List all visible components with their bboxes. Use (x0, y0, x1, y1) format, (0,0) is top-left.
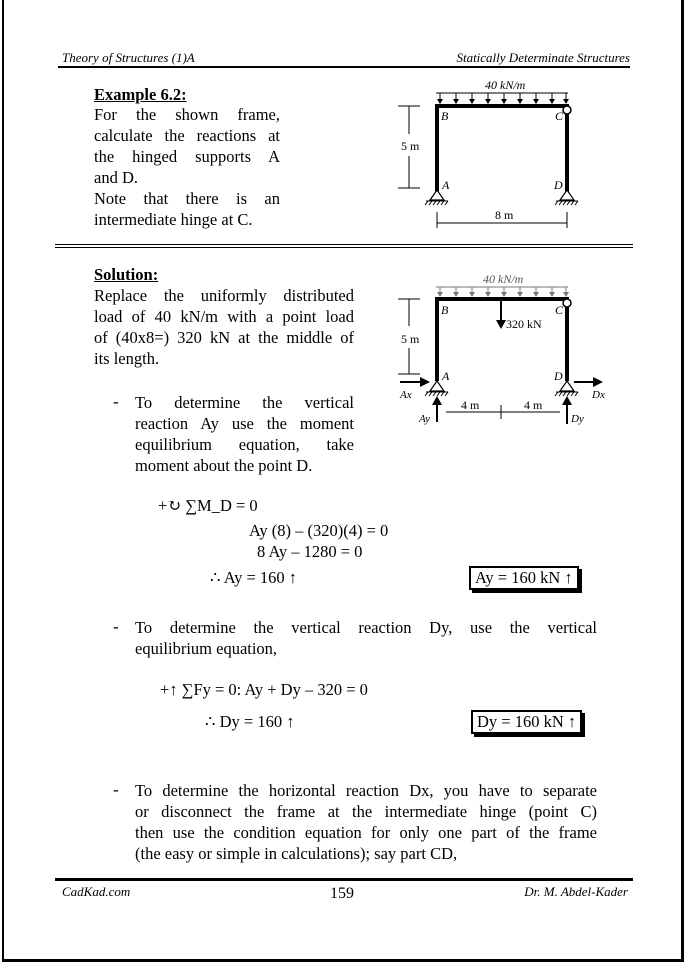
load-arrows (440, 93, 566, 100)
example-line: and D. (94, 168, 138, 187)
solution-line: Replace the uniformly distributed (94, 286, 354, 305)
step1-result-box: Ay = 160 kN ↑ (469, 566, 579, 590)
point-load-label: 320 kN (506, 317, 542, 331)
example-line: calculate the reactions at (94, 126, 280, 145)
step3-line: (the easy or simple in calculations); say part CD, (135, 844, 458, 863)
footer-rule (55, 878, 633, 881)
reaction-ay-arrowhead (432, 396, 442, 405)
reaction-dy-label: Dy (571, 413, 584, 425)
step3-line: then use the condition equation for only one part of the frame (135, 823, 597, 842)
step1-eq4: ∴ Ay = 160 ↑ (210, 568, 298, 587)
reaction-ax-label: Ax (400, 389, 412, 401)
solution-line: of (40x8=) 320 kN at the middle of (94, 328, 354, 347)
footer-right: Dr. M. Abdel-Kader (524, 884, 628, 899)
node-c-2: C (555, 303, 564, 317)
step1-line: To determine the vertical (135, 393, 354, 412)
load-label-2: 40 kN/m (483, 272, 524, 286)
load-arrowheads (437, 99, 569, 104)
column-left (435, 104, 439, 192)
header-right: Statically Determinate Structures (456, 50, 630, 65)
column-left-2 (435, 297, 439, 381)
step2-text (135, 617, 597, 659)
span-label: 8 m (495, 208, 514, 222)
step3-bullet: - (113, 780, 119, 799)
example-line: intermediate hinge at C. (94, 210, 253, 229)
step1-eq1: +↻ ∑M_D = 0 (158, 496, 258, 515)
point-load-arrowhead (496, 320, 506, 329)
hinge-c (563, 106, 571, 114)
step3-line: To determine the horizontal reaction Dx, you have to separate (135, 781, 597, 800)
step1-eq3: 8 Ay – 1280 = 0 (257, 542, 363, 561)
example-line: Note that there is an (94, 189, 280, 208)
step1-bullet: - (113, 392, 119, 411)
load-label: 40 kN/m (485, 78, 526, 92)
load-arrowheads-2 (437, 292, 569, 297)
beam-2 (436, 297, 568, 301)
separator-top (55, 244, 633, 245)
half-span-left-label: 4 m (461, 398, 480, 412)
node-a: A (442, 178, 450, 192)
node-c: C (555, 109, 564, 123)
node-a-2: A (442, 369, 450, 383)
step1-eq2: Ay (8) – (320)(4) = 0 (249, 521, 389, 540)
column-right (565, 104, 569, 192)
reaction-dx-arrowhead (593, 377, 603, 387)
ground-hatch (425, 201, 578, 205)
column-right-2 (565, 297, 569, 381)
solution-title: Solution: (94, 265, 159, 284)
height-label: 5 m (401, 139, 420, 153)
separator-bottom (55, 247, 633, 248)
page-number: 159 (330, 885, 354, 902)
step2-eq2: ∴ Dy = 160 ↑ (205, 712, 295, 731)
step3-line: or disconnect the frame at the intermediate hinge (point C) (135, 802, 597, 821)
height-label-2: 5 m (401, 332, 420, 346)
reaction-ax-arrowhead (420, 377, 430, 387)
half-span-right-label: 4 m (524, 398, 543, 412)
example-line: For the shown frame, (94, 105, 280, 124)
step1-text (135, 392, 354, 476)
example-text (94, 104, 280, 230)
frame-figure-2 (390, 262, 620, 437)
step1-line: equilibrium equation, take (135, 435, 354, 454)
hinge-c-2 (563, 299, 571, 307)
step3-text (135, 780, 597, 864)
header-left: Theory of Structures (1)A (62, 50, 195, 65)
step1-line: moment about the point D. (135, 456, 313, 475)
node-b: B (441, 109, 449, 123)
step2-eq1: +↑ ∑Fy = 0: Ay + Dy – 320 = 0 (160, 680, 368, 699)
ground-hatch-2 (425, 392, 578, 396)
header-rule (58, 66, 630, 68)
reaction-dy-arrowhead (562, 396, 572, 405)
frame-figure-1 (390, 72, 600, 232)
step2-line: To determine the vertical reaction Dy, use the vertical (135, 618, 597, 637)
step2-bullet: - (113, 617, 119, 636)
node-b-2: B (441, 303, 449, 317)
reaction-ay-label: Ay (419, 413, 430, 425)
node-d-2: D (554, 369, 563, 383)
beam (436, 104, 568, 108)
reaction-dx-label: Dx (592, 389, 605, 401)
solution-line: its length. (94, 349, 160, 368)
step2-result-box: Dy = 160 kN ↑ (471, 710, 582, 734)
example-line: the hinged supports A (94, 147, 280, 166)
example-title: Example 6.2: (94, 85, 187, 104)
step1-line: reaction Ay use the moment (135, 414, 354, 433)
solution-text (94, 285, 354, 369)
footer-left: CadKad.com (62, 884, 131, 899)
node-d: D (554, 178, 563, 192)
step2-line: equilibrium equation, (135, 639, 278, 658)
solution-line: load of 40 kN/m with a point load (94, 307, 354, 326)
